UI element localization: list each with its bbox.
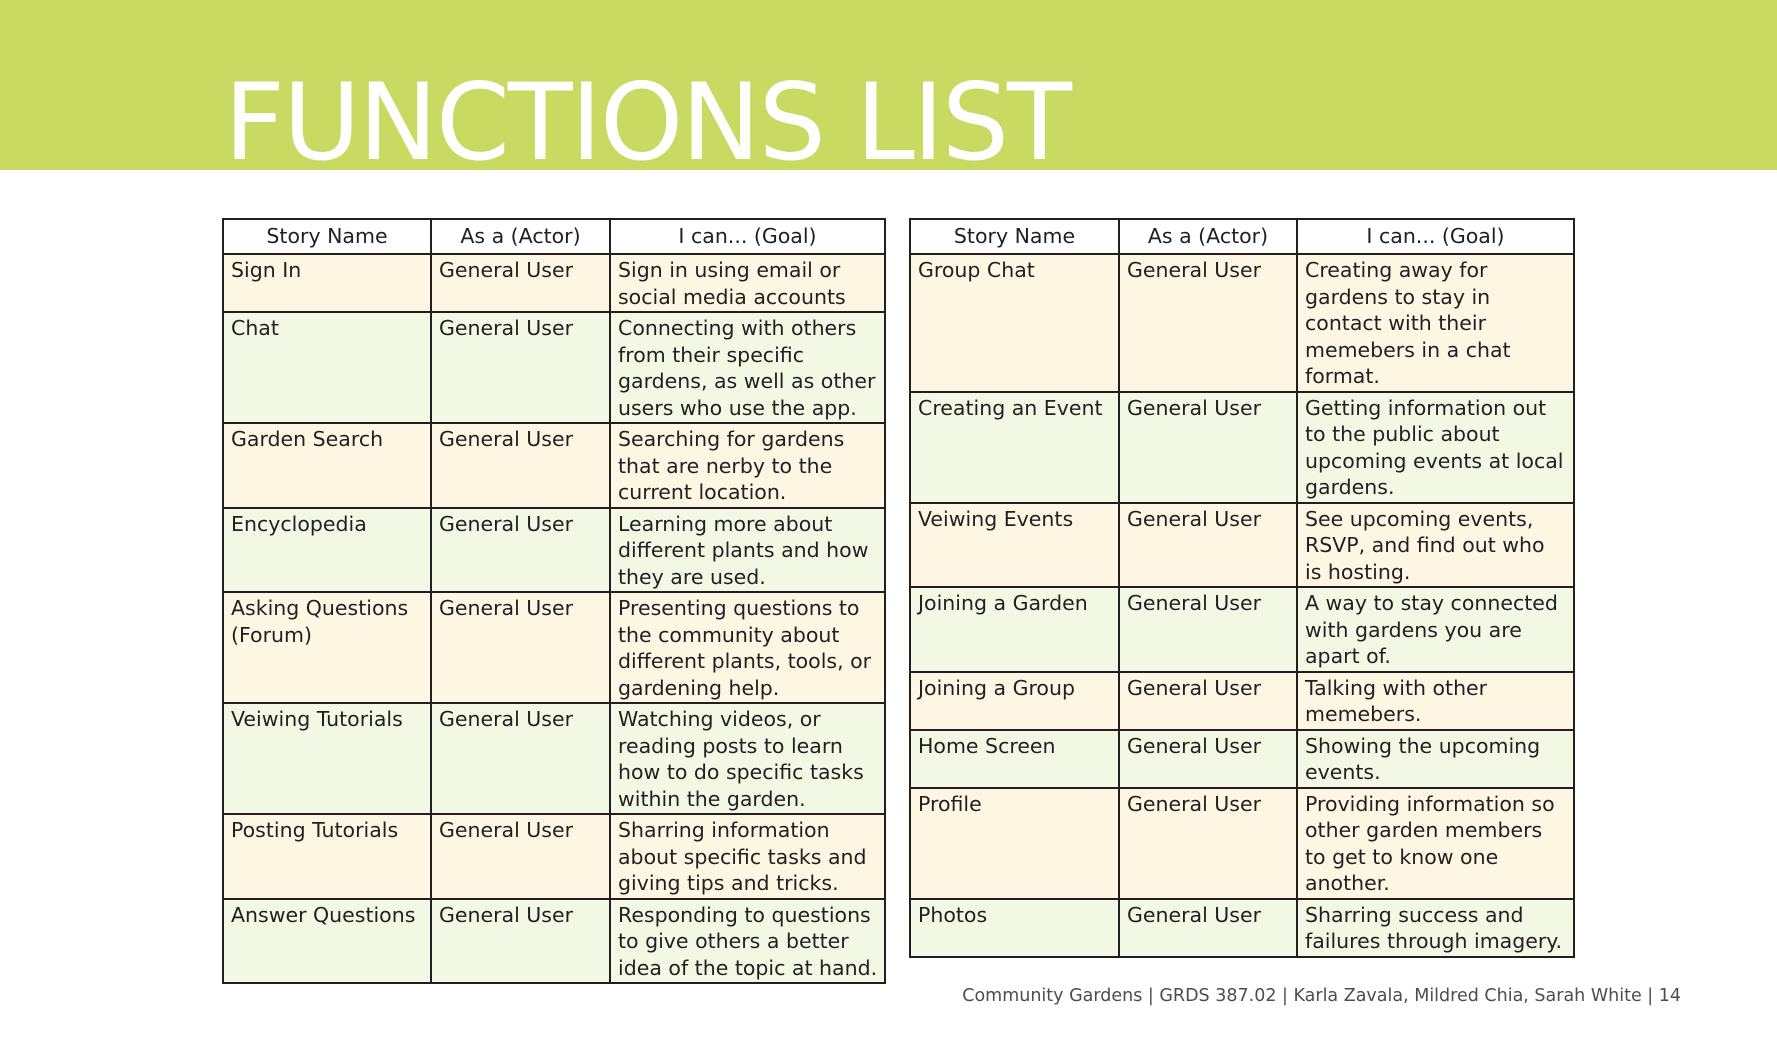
actor-cell: General User <box>1119 730 1297 788</box>
actor-cell: General User <box>431 592 610 703</box>
actor-cell: General User <box>431 312 610 423</box>
story-name-cell: Garden Search <box>223 423 431 508</box>
actor-cell: General User <box>1119 672 1297 730</box>
page-title: FUNCTIONS LIST <box>224 61 1070 170</box>
table-row <box>223 508 885 593</box>
actor-cell: General User <box>1119 899 1297 957</box>
story-name-cell: Home Screen <box>910 730 1119 788</box>
goal-cell: A way to stay connected with gardens you are apart of. <box>1297 587 1574 672</box>
goal-cell: Getting information out to the public about upcoming events at local gardens. <box>1297 392 1574 503</box>
table-row <box>910 788 1574 899</box>
table-row <box>223 312 885 423</box>
table-row <box>910 730 1574 788</box>
table-row <box>910 899 1574 957</box>
table-row <box>223 592 885 703</box>
story-name-cell: Posting Tutorials <box>223 814 431 899</box>
story-name-cell: Answer Questions <box>223 899 431 984</box>
title-banner <box>0 0 1777 170</box>
table-row <box>910 254 1574 392</box>
story-name-cell: Encyclopedia <box>223 508 431 593</box>
actor-cell: General User <box>1119 503 1297 588</box>
actor-cell: General User <box>431 423 610 508</box>
goal-cell: Showing the upcoming events. <box>1297 730 1574 788</box>
goal-cell: Talking with other memebers. <box>1297 672 1574 730</box>
goal-cell: Sharring information about specific tasks and giving tips and tricks. <box>610 814 885 899</box>
goal-cell: Responding to questions to give others a better idea of the topic at hand. <box>610 899 885 984</box>
actor-cell: General User <box>431 899 610 984</box>
table-row <box>910 672 1574 730</box>
story-name-cell: Profile <box>910 788 1119 899</box>
header-story-name: Story Name <box>910 219 1119 254</box>
goal-cell: Sharring success and failures through imagery. <box>1297 899 1574 957</box>
goal-cell: Searching for gardens that are nerby to the current location. <box>610 423 885 508</box>
page-footer: Community Gardens | GRDS 387.02 | Karla Zavala, Mildred Chia, Sarah White | 14 <box>962 986 1681 1006</box>
goal-cell: Presenting questions to the community about different plants, tools, or gardening help. <box>610 592 885 703</box>
table-row <box>910 587 1574 672</box>
table-row <box>223 254 885 312</box>
story-name-cell: Veiwing Tutorials <box>223 703 431 814</box>
table-header-row <box>910 219 1574 254</box>
table-row <box>223 423 885 508</box>
header-goal: I can... (Goal) <box>1297 219 1574 254</box>
header-goal: I can... (Goal) <box>610 219 885 254</box>
goal-cell: Creating away for gardens to stay in contact with their memebers in a chat format. <box>1297 254 1574 392</box>
story-name-cell: Creating an Event <box>910 392 1119 503</box>
story-name-cell: Asking Questions (Forum) <box>223 592 431 703</box>
goal-cell: Watching videos, or reading posts to learn how to do specific tasks within the garden. <box>610 703 885 814</box>
story-name-cell: Chat <box>223 312 431 423</box>
story-name-cell: Veiwing Events <box>910 503 1119 588</box>
story-name-cell: Joining a Group <box>910 672 1119 730</box>
actor-cell: General User <box>1119 587 1297 672</box>
goal-cell: Providing information so other garden members to get to know one another. <box>1297 788 1574 899</box>
table-row <box>910 503 1574 588</box>
table-row <box>223 899 885 984</box>
goal-cell: Sign in using email or social media accounts <box>610 254 885 312</box>
header-actor: As a (Actor) <box>431 219 610 254</box>
goal-cell: Learning more about different plants and how they are used. <box>610 508 885 593</box>
table-row <box>223 703 885 814</box>
table-row <box>910 392 1574 503</box>
actor-cell: General User <box>431 703 610 814</box>
header-story-name: Story Name <box>223 219 431 254</box>
story-name-cell: Group Chat <box>910 254 1119 392</box>
actor-cell: General User <box>1119 254 1297 392</box>
actor-cell: General User <box>431 814 610 899</box>
functions-table-left <box>222 218 886 984</box>
goal-cell: Connecting with others from their specific gardens, as well as other users who use the app. <box>610 312 885 423</box>
story-name-cell: Joining a Garden <box>910 587 1119 672</box>
functions-table-right <box>909 218 1575 958</box>
table-header-row <box>223 219 885 254</box>
goal-cell: See upcoming events, RSVP, and find out who is hosting. <box>1297 503 1574 588</box>
actor-cell: General User <box>431 254 610 312</box>
header-actor: As a (Actor) <box>1119 219 1297 254</box>
table-row <box>223 814 885 899</box>
story-name-cell: Photos <box>910 899 1119 957</box>
actor-cell: General User <box>1119 788 1297 899</box>
story-name-cell: Sign In <box>223 254 431 312</box>
actor-cell: General User <box>431 508 610 593</box>
actor-cell: General User <box>1119 392 1297 503</box>
